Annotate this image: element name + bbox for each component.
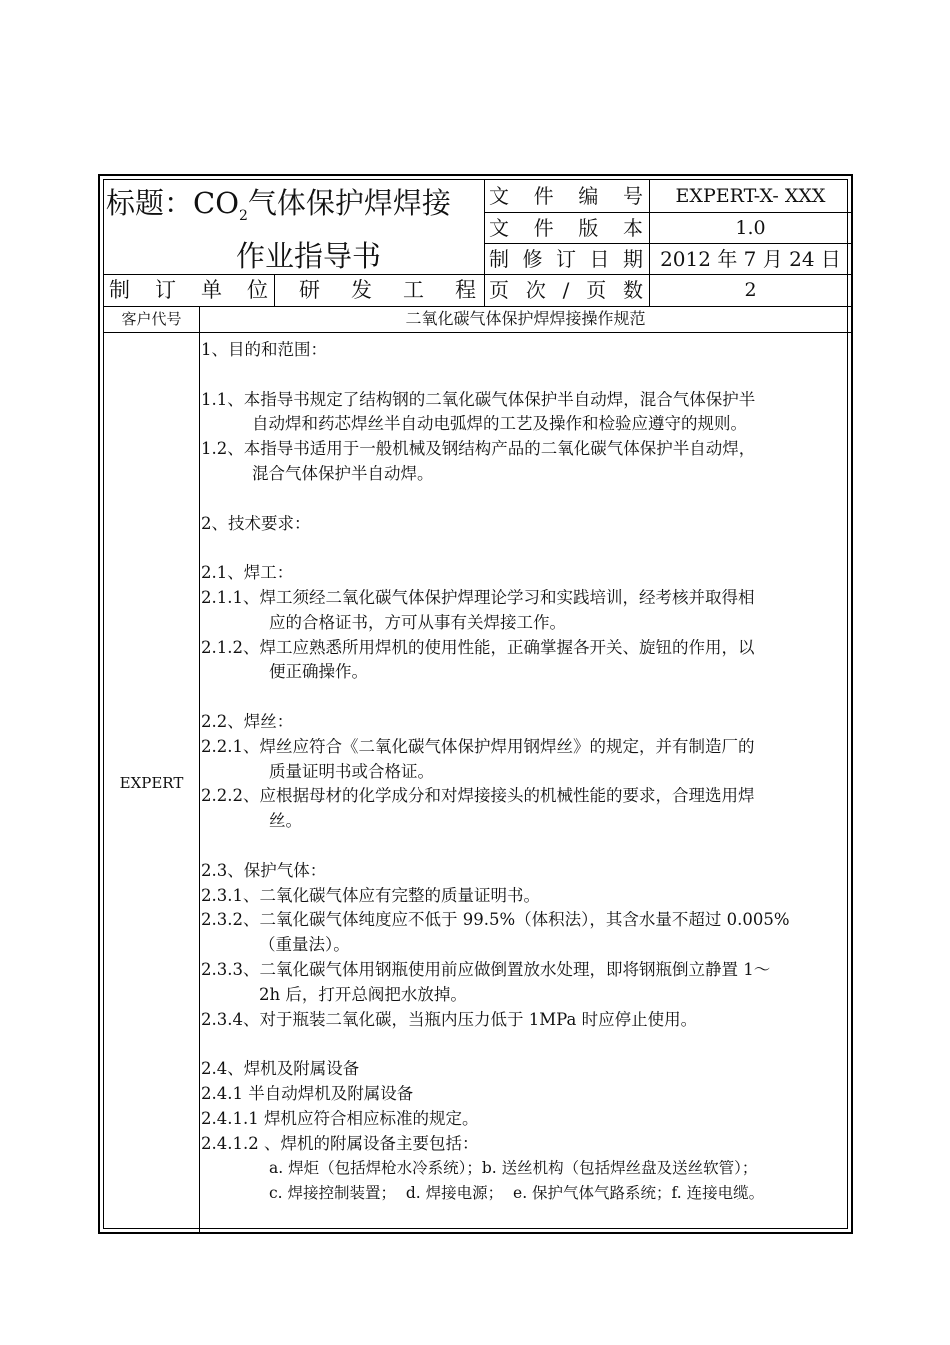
- paragraph: 2.4.1 半自动焊机及附属设备: [201, 1083, 414, 1103]
- divider: [104, 332, 851, 333]
- revision-date-value: 2012 年 7 月 24 日: [660, 247, 841, 271]
- paragraph: 2.4.1.2 、焊机的附属设备主要包括：: [201, 1133, 479, 1153]
- version-label: 文 件 版 本: [489, 216, 643, 240]
- paragraph: 2.1.2、焊工应熟悉所用焊机的使用性能，正确掌握各开关、旋钮的作用，以: [201, 637, 755, 657]
- unit-label: 制 订 单 位: [109, 278, 268, 302]
- section-heading: 1、目的和范围：: [201, 340, 327, 359]
- subsection-heading: 2.4、焊机及附属设备: [201, 1059, 360, 1079]
- paragraph: c. 焊接控制装置； d. 焊接电源； e. 保护气体气路系统；f. 连接电缆。: [269, 1184, 765, 1203]
- paragraph: a. 焊炬（包括焊枪水冷系统）；b. 送丝机构（包括焊丝盘及送丝软管）；: [269, 1159, 758, 1178]
- document-table: [103, 179, 848, 1229]
- page-count-value: 2: [744, 279, 757, 301]
- subsection-heading: 2.3、保护气体：: [201, 860, 327, 880]
- page-title-line2: 作业指导书: [236, 238, 382, 273]
- paragraph: 2.1.1、焊工须经二氧化碳气体保护焊理论学习和实践培训，经考核并取得相: [201, 587, 755, 607]
- section-heading: 2、技术要求：: [201, 513, 311, 533]
- paragraph: （重量法）。: [259, 935, 350, 955]
- paragraph: 2.2.2、应根据母材的化学成分和对焊接接头的机械性能的要求，合理选用焊: [201, 786, 755, 806]
- paragraph: 2.3.2、二氧化碳气体纯度应不低于 99.5%（体积法），其含水量不超过 0.005%: [201, 910, 790, 930]
- paragraph: 2h 后，打开总阀把水放掉。: [259, 984, 467, 1004]
- customer-code-value: EXPERT: [119, 773, 184, 792]
- spec-title: 二氧化碳气体保护焊焊接操作规范: [405, 309, 646, 328]
- paragraph: 自动焊和药芯焊丝半自动电弧焊的工艺及操作和检验应遵守的规则。: [252, 414, 747, 434]
- document-body: [201, 338, 851, 1228]
- page-count-label: 页 次 / 页 数: [489, 278, 643, 302]
- version-value: 1.0: [735, 217, 766, 239]
- doc-number-label: 文 件 编 号: [489, 184, 643, 208]
- unit-value: 研 发 工 程: [299, 278, 476, 302]
- paragraph: 2.3.3、二氧化碳气体用钢瓶使用前应做倒置放水处理，即将钢瓶倒立静置 1～: [201, 959, 771, 979]
- page-title: 标题：$CO_2$气体保护焊焊接: [106, 186, 451, 224]
- doc-number-value: EXPERT-X- XXX: [675, 185, 826, 207]
- paragraph: 2.4.1.1 焊机应符合相应标准的规定。: [201, 1108, 479, 1128]
- paragraph: 2.3.1、二氧化碳气体应有完整的质量证明书。: [201, 885, 540, 905]
- document-frame: [98, 174, 853, 1234]
- paragraph: 混合气体保护半自动焊。: [252, 463, 434, 483]
- paragraph: 质量证明书或合格证。: [269, 761, 434, 781]
- revision-date-label: 制 修 订 日 期: [489, 247, 643, 271]
- title-cell: [106, 183, 482, 273]
- paragraph: 1.2、本指导书适用于一般机械及钢结构产品的二氧化碳气体保护半自动焊，: [201, 439, 756, 459]
- paragraph: 应的合格证书，方可从事有关焊接工作。: [269, 612, 566, 632]
- paragraph: 2.3.4、对于瓶装二氧化碳，当瓶内压力低于 1MPa 时应停止使用。: [201, 1009, 698, 1029]
- paragraph: 1.1、本指导书规定了结构钢的二氧化碳气体保护半自动焊，混合气体保护半: [201, 389, 756, 409]
- paragraph: 丝。: [269, 811, 302, 831]
- divider: [199, 306, 200, 1232]
- subsection-heading: 2.2、焊丝：: [201, 711, 294, 731]
- paragraph: 便正确操作。: [269, 662, 368, 682]
- paragraph: 2.2.1、焊丝应符合《二氧化碳气体保护焊用钢焊丝》的规定，并有制造厂的: [201, 736, 755, 756]
- customer-code-label: 客户代号: [121, 310, 182, 328]
- subsection-heading: 2.1、焊工：: [201, 563, 294, 583]
